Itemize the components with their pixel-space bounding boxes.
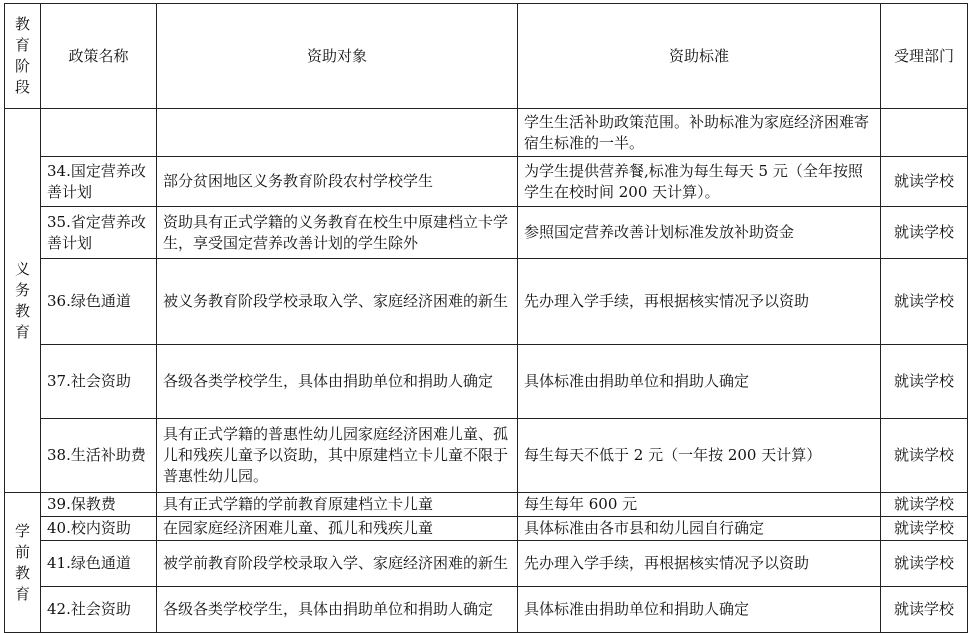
standard-cell: 每生每天不低于 2 元（一年按 200 天计算） <box>518 419 881 493</box>
target-cell: 被义务教育阶段学校录取入学、家庭经济困难的新生 <box>157 259 518 345</box>
standard-cell: 具体标准由捐助单位和捐助人确定 <box>518 587 881 633</box>
table-header-row <box>5 4 968 109</box>
policy-name-cell: 42.社会资助 <box>41 587 157 633</box>
target-cell <box>157 109 518 157</box>
department-cell <box>881 109 968 157</box>
standard-cell: 学生生活补助政策范围。补助标准为家庭经济困难寄宿生标准的一半。 <box>518 109 881 157</box>
department-cell: 就读学校 <box>881 541 968 587</box>
department-cell: 就读学校 <box>881 259 968 345</box>
target-cell: 具有正式学籍的普惠性幼儿园家庭经济困难儿童、孤儿和残疾儿童予以资助，其中原建档立卡儿童不限于普惠性幼儿园。 <box>157 419 518 493</box>
stage-compulsory: 义务教育 <box>5 109 41 493</box>
header-policy-name: 政策名称 <box>41 4 157 109</box>
table-row <box>5 109 968 157</box>
table-row <box>5 345 968 419</box>
target-cell: 在园家庭经济困难儿童、孤儿和残疾儿童 <box>157 517 518 541</box>
table-row <box>5 517 968 541</box>
stage-preschool: 学前教育 <box>5 493 41 633</box>
target-cell: 部分贫困地区义务教育阶段农村学校学生 <box>157 157 518 207</box>
policy-name-cell: 34.国定营养改善计划 <box>41 157 157 207</box>
standard-cell: 具体标准由各市县和幼儿园自行确定 <box>518 517 881 541</box>
target-cell: 各级各类学校学生，具体由捐助单位和捐助人确定 <box>157 587 518 633</box>
table-row <box>5 259 968 345</box>
target-cell: 各级各类学校学生，具体由捐助单位和捐助人确定 <box>157 345 518 419</box>
standard-cell: 参照国定营养改善计划标准发放补助资金 <box>518 207 881 259</box>
policy-name-cell: 38.生活补助费 <box>41 419 157 493</box>
standard-cell: 每生每年 600 元 <box>518 493 881 517</box>
policy-name-cell: 40.校内资助 <box>41 517 157 541</box>
standard-cell: 先办理入学手续，再根据核实情况予以资助 <box>518 541 881 587</box>
table-row <box>5 207 968 259</box>
policy-name-cell: 37.社会资助 <box>41 345 157 419</box>
department-cell: 就读学校 <box>881 587 968 633</box>
table-row <box>5 493 968 517</box>
standard-cell: 为学生提供营养餐,标准为每生每天 5 元（全年按照学生在校时间 200 天计算）。 <box>518 157 881 207</box>
funding-policy-table <box>4 3 968 633</box>
department-cell: 就读学校 <box>881 207 968 259</box>
policy-name-cell: 35.省定营养改善计划 <box>41 207 157 259</box>
header-department: 受理部门 <box>881 4 968 109</box>
department-cell: 就读学校 <box>881 345 968 419</box>
department-cell: 就读学校 <box>881 517 968 541</box>
header-standard: 资助标准 <box>518 4 881 109</box>
target-cell: 被学前教育阶段学校录取入学、家庭经济困难的新生 <box>157 541 518 587</box>
table-row <box>5 587 968 633</box>
table-row <box>5 157 968 207</box>
standard-cell: 先办理入学手续，再根据核实情况予以资助 <box>518 259 881 345</box>
department-cell: 就读学校 <box>881 493 968 517</box>
department-cell: 就读学校 <box>881 419 968 493</box>
table-row <box>5 419 968 493</box>
table-row <box>5 541 968 587</box>
policy-name-cell: 39.保教费 <box>41 493 157 517</box>
header-stage: 教育阶段 <box>5 4 41 109</box>
policy-name-cell: 41.绿色通道 <box>41 541 157 587</box>
policy-name-cell: 36.绿色通道 <box>41 259 157 345</box>
header-target: 资助对象 <box>157 4 518 109</box>
standard-cell: 具体标准由捐助单位和捐助人确定 <box>518 345 881 419</box>
target-cell: 资助具有正式学籍的义务教育在校生中原建档立卡学生，享受国定营养改善计划的学生除外 <box>157 207 518 259</box>
policy-name-cell <box>41 109 157 157</box>
target-cell: 具有正式学籍的学前教育原建档立卡儿童 <box>157 493 518 517</box>
department-cell: 就读学校 <box>881 157 968 207</box>
